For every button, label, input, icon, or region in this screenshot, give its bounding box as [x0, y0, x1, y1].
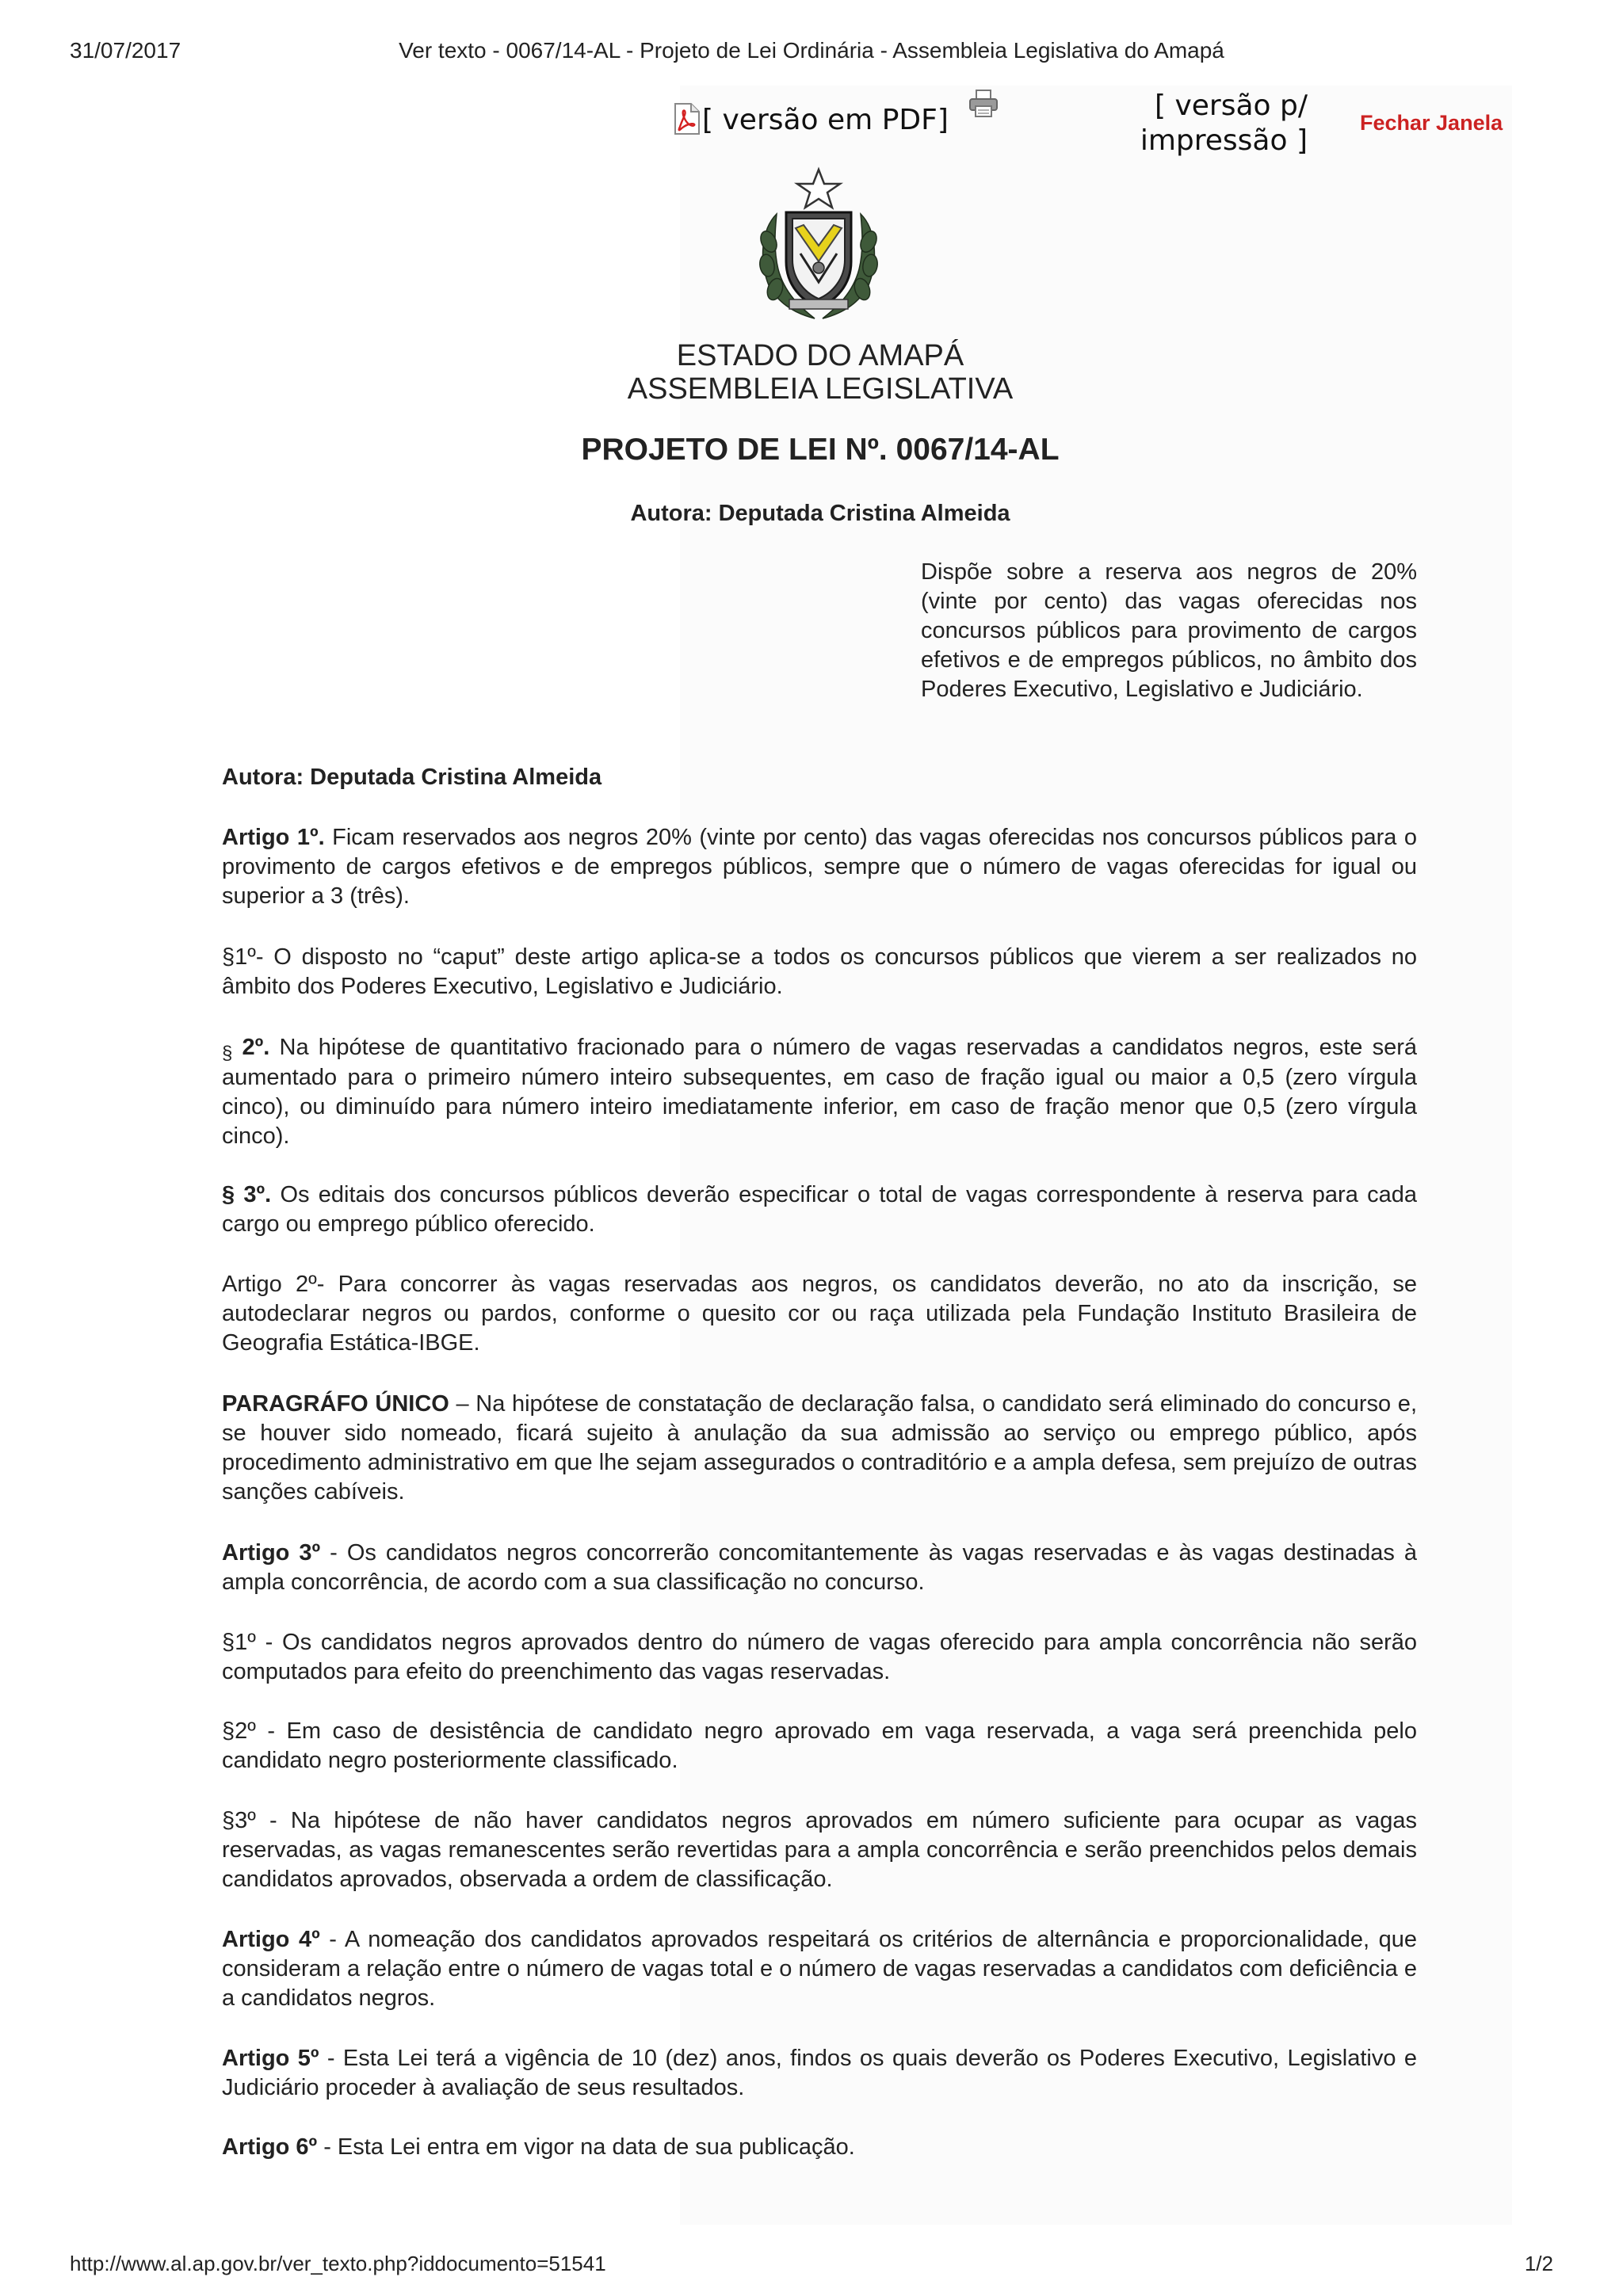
sole-paragraph-label: PARAGRÁFO ÚNICO: [222, 1391, 449, 1417]
article-4-text: - A nomeação dos candidatos aprovados respeitará os critérios de alternância e proporcionalidade, que consideram a relação entre o número de vagas total e o número de vagas reservadas a candidatos com deficiência e a candidatos negros.: [222, 1927, 1417, 2011]
print-footer: [0, 2252, 1623, 2280]
pdf-file-icon: [674, 103, 701, 135]
article-1-paragraph-2-label: 2º.: [232, 1035, 270, 1060]
article-2: Artigo 2º- Para concorrer às vagas reservadas aos negros, os candidatos deverão, no ato da inscrição, se autodeclarar negros ou pardos, conforme o quesito cor ou raça utilizada pela Fundação Instituto Brasileira de Geografia Estática-IBGE.: [222, 1272, 1417, 1356]
article-1-label: Artigo 1º.: [222, 825, 325, 850]
document-sheet: [680, 86, 1512, 2225]
sole-paragraph: [222, 1390, 1417, 1507]
article-3-text: - Os candidatos negros concorrerão concomitantemente às vagas reservadas e às vagas destinadas à ampla concorrência, de acordo com a sua classificação no concurso.: [222, 1540, 1417, 1595]
state-name: ESTADO DO AMAPÁ: [676, 339, 964, 372]
article-4: [222, 1925, 1417, 2013]
article-3: [222, 1539, 1417, 1597]
bill-summary: Dispõe sobre a reserva aos negros de 20% (vinte por cento) das vagas oferecidas nos concursos públicos para provimento de cargos efetivos e de empregos públicos, no âmbito dos Poderes Executivo, Legislativo e Judiciário.: [921, 559, 1417, 702]
print-url: http://www.al.ap.gov.br/ver_texto.php?iddocumento=51541: [70, 2252, 606, 2275]
article-3-paragraph-1: §1º - Os candidatos negros aprovados dentro do número de vagas oferecido para ampla concorrência não serão computados para efeito do preenchimento das vagas reservadas.: [222, 1630, 1417, 1684]
assembly-name: ASSEMBLEIA LEGISLATIVA: [627, 372, 1014, 406]
article-1-text: Ficam reservados aos negros 20% (vinte por cento) das vagas oferecidas nos concursos públicos para o provimento de cargos efetivos e de empregos públicos, sempre que o número de vagas oferecidas for igual ou superior a 3 (três).: [222, 825, 1417, 909]
article-6: [222, 2133, 1417, 2162]
article-5: [222, 2044, 1417, 2103]
bill-title: PROJETO DE LEI Nº. 0067/14-AL: [581, 433, 1060, 467]
article-3-paragraph-2: §2º - Em caso de desistência de candidato negro aprovado em vaga reservada, a vaga será preenchida pelo candidato negro posteriormente classificado.: [222, 1718, 1417, 1773]
article-4-label: Artigo 4º: [222, 1927, 320, 1952]
article-6-label: Artigo 6º: [222, 2134, 318, 2160]
article-6-text: - Esta Lei entra em vigor na data de sua publicação.: [317, 2134, 855, 2160]
article-1-paragraph-2: [222, 1033, 1417, 1151]
article-1-paragraph-3-text: Os editais dos concursos públicos deverão especificar o total de vagas correspondente à reserva para cada cargo ou emprego público oferecido.: [222, 1182, 1417, 1237]
amapa-coat-of-arms: [745, 166, 892, 325]
article-1: [222, 823, 1417, 911]
sole-paragraph-text: – Na hipótese de constatação de declaração falsa, o candidato será eliminado do concurso e, se houver sido nomeado, ficará sujeito à anulação da sua admissão ao serviço ou emprego público, após procedimento administrativo em que lhe sejam assegurados o contraditório e a ampla defesa, sem prejuízo de outras sanções cabíveis.: [222, 1391, 1417, 1505]
print-date: 31/07/2017: [70, 38, 181, 63]
body-author-text: Autora: Deputada Cristina Almeida: [222, 765, 602, 790]
print-page-title: Ver texto - 0067/14-AL - Projeto de Lei Ordinária - Assembleia Legislativa do Amapá: [399, 38, 1224, 63]
article-1-paragraph-2-text: Na hipótese de quantitativo fracionado para o número de vagas reservadas a candidatos negros, este será aumentado para o primeiro número inteiro subsequentes, em caso de fração igual ou maior a 0,5 (zero vírgula cinco), ou diminuído para número inteiro imediatamente inferior, em caso de fração menor que 0,5 (zero vírgula cinco).: [222, 1035, 1417, 1149]
bill-author: Autora: Deputada Cristina Almeida: [630, 501, 1010, 526]
article-5-text: - Esta Lei terá a vigência de 10 (dez) anos, findos os quais deverão os Poderes Executivo, Legislativo e Judiciário proceder à avaliação de seus resultados.: [222, 2046, 1417, 2100]
printer-icon: [968, 89, 999, 119]
close-window-link[interactable]: Fechar Janela: [1360, 111, 1503, 135]
print-version-link[interactable]: [968, 89, 1317, 158]
section-sign: §: [222, 1043, 233, 1064]
print-header: [0, 38, 1623, 70]
print-page-number: 1/2: [1524, 2252, 1553, 2275]
pdf-version-link[interactable]: [674, 103, 949, 138]
pdf-version-label: [ versão em PDF]: [702, 104, 949, 136]
article-1-paragraph-3: [222, 1180, 1417, 1239]
toolbar: [0, 89, 1623, 168]
print-version-label: [ versão p/ impressão ]: [1140, 90, 1308, 157]
article-3-label: Artigo 3º: [222, 1540, 321, 1566]
body-author: [222, 763, 1417, 792]
article-1-paragraph-1: §1º- O disposto no “caput” deste artigo aplica-se a todos os concursos públicos que vierem a ser realizados no âmbito dos Poderes Executivo, Legislativo e Judiciário.: [222, 944, 1417, 999]
article-5-label: Artigo 5º: [222, 2046, 319, 2071]
article-3-paragraph-3: §3º - Na hipótese de não haver candidatos negros aprovados em número suficiente para ocupar as vagas reservadas, as vagas remanescentes serão revertidas para a ampla concorrência e serão preenchidos pelos demais candidatos aprovados, observada a ordem de classificação.: [222, 1808, 1417, 1892]
article-1-paragraph-3-label: § 3º.: [222, 1182, 272, 1207]
